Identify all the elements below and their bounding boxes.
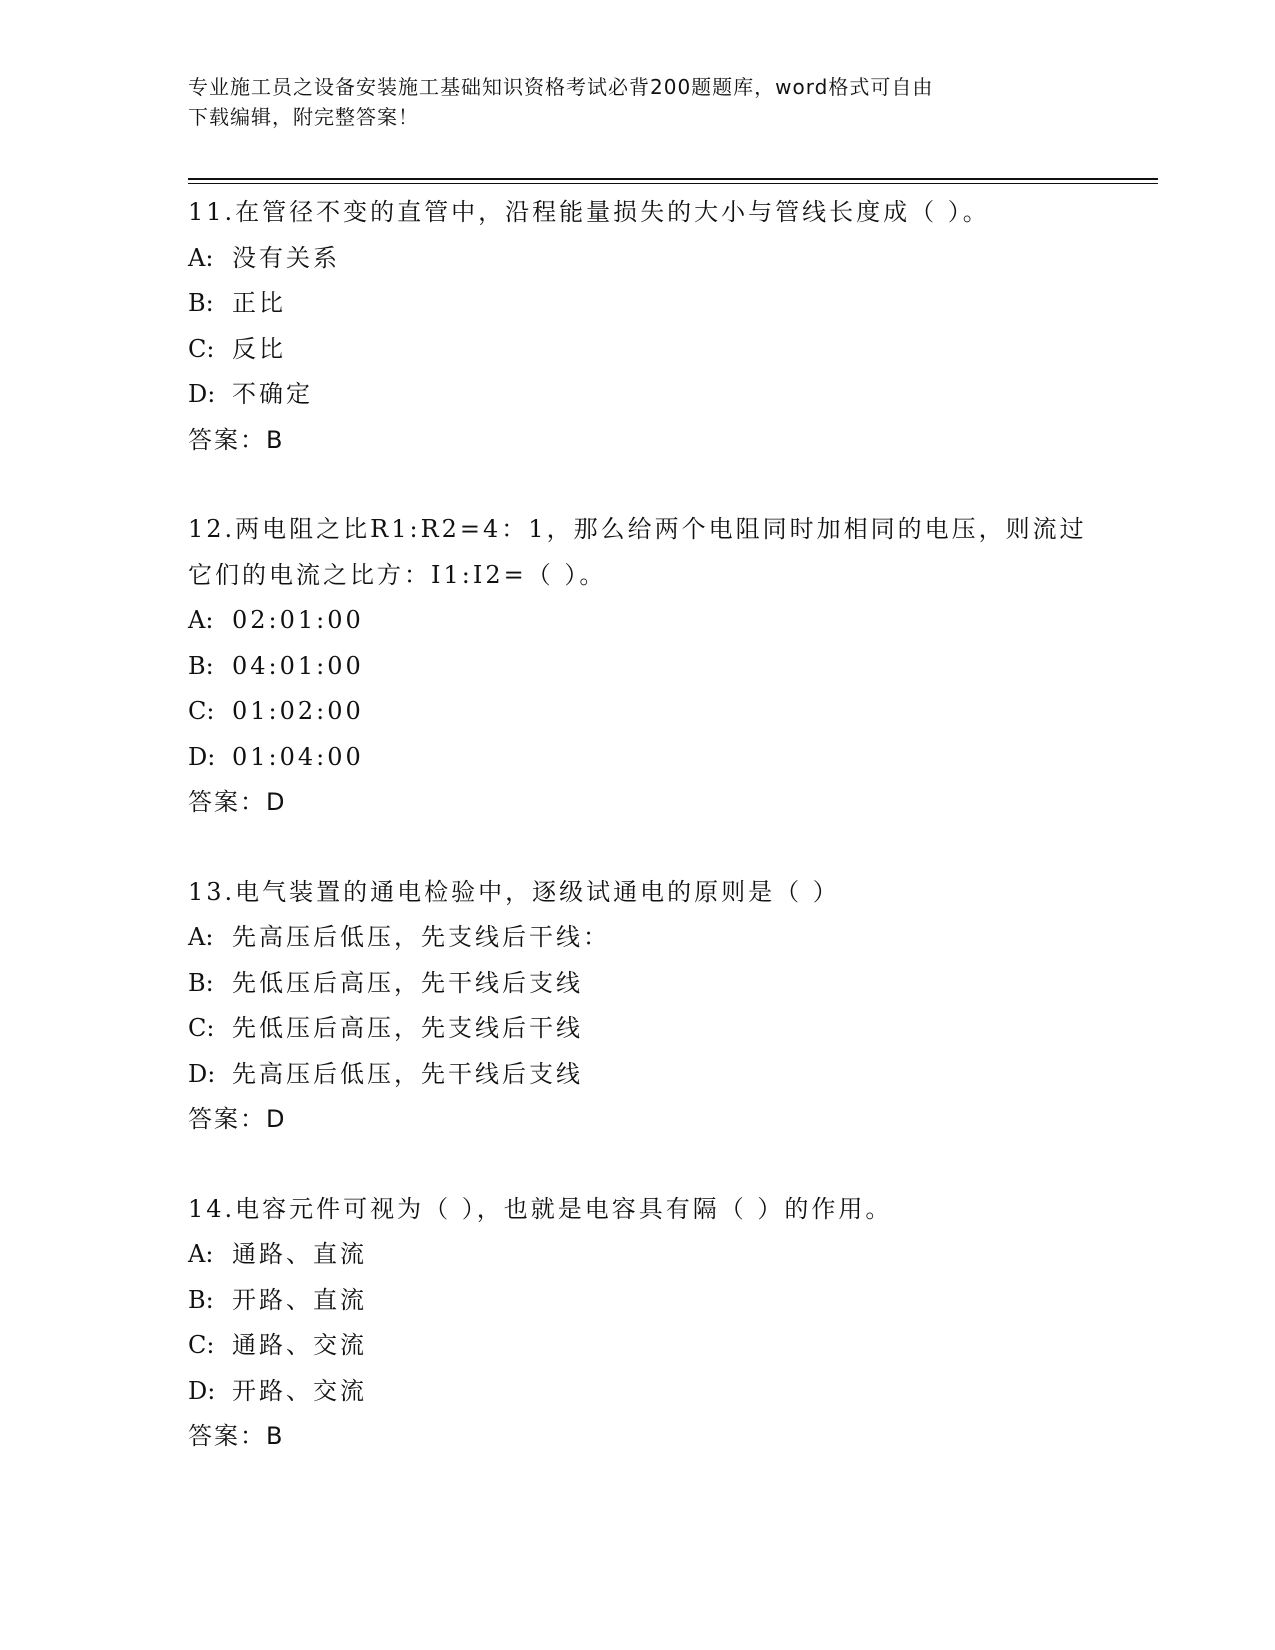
option-text: 没有关系: [232, 243, 340, 272]
option-letter: D:: [188, 742, 216, 771]
option-text: 不确定: [232, 380, 313, 408]
document-header: [188, 72, 1088, 132]
option-text: 先高压后低压，先干线后支线: [232, 1059, 583, 1088]
question-item: [188, 1187, 1088, 1460]
header-line-1: 专业施工员之设备安装施工基础知识资格考试必背200题题库，word格式可自由: [188, 75, 934, 99]
option-text: 正比: [232, 289, 286, 317]
option-letter: A:: [188, 606, 214, 634]
option-text: 通路、交流: [232, 1331, 367, 1359]
option-letter: D:: [188, 380, 216, 408]
option-a: [188, 236, 1088, 282]
option-b: [188, 644, 1088, 690]
option-letter: B:: [188, 968, 214, 997]
option-b: [188, 961, 1088, 1007]
option-d: [188, 1052, 1088, 1098]
answer-line: 答案：D: [188, 788, 287, 816]
option-letter: A:: [188, 1240, 214, 1268]
question-stem: 13.电气装置的通电检验中，逐级试通电的原则是（ ）: [188, 877, 840, 906]
option-a: [188, 1232, 1088, 1278]
option-c: [188, 1323, 1088, 1369]
question-item: [188, 190, 1088, 463]
option-letter: A:: [188, 243, 214, 272]
option-c: [188, 327, 1088, 373]
option-letter: A:: [188, 923, 214, 951]
option-d: [188, 372, 1088, 418]
question-item: [188, 870, 1088, 1143]
option-text: 通路、直流: [232, 1240, 367, 1268]
option-b: [188, 1278, 1088, 1324]
answer-line: 答案：D: [188, 1105, 287, 1133]
option-letter: D:: [188, 1376, 216, 1405]
option-text: 先高压后低压，先支线后干线：: [232, 923, 610, 951]
option-text: 01:02:00: [232, 697, 364, 725]
option-text: 先低压后高压，先干线后支线: [232, 968, 583, 997]
header-divider-thin: [188, 183, 1158, 184]
option-text: 先低压后高压，先支线后干线: [232, 1014, 583, 1042]
question-stem: 11.在管径不变的直管中，沿程能量损失的大小与管线长度成（ ）。: [188, 198, 990, 226]
option-text: 01:04:00: [232, 742, 364, 771]
option-d: [188, 1369, 1088, 1415]
question-stem: 12.两电阻之比R1:R2=4：1，那么给两个电阻同时加相同的电压，则流过它们的电流之比方：I1:I2=（ ）。: [188, 515, 1087, 589]
question-stem: 14.电容元件可视为（ ），也就是电容具有隔（ ）的作用。: [188, 1194, 893, 1223]
question-list: [188, 190, 1088, 1504]
option-b: [188, 281, 1088, 327]
option-letter: C:: [188, 1014, 215, 1042]
header-divider-thick: [188, 178, 1158, 180]
answer-line: 答案：B: [188, 425, 285, 454]
option-a: [188, 915, 1088, 961]
option-text: 02:01:00: [232, 606, 364, 634]
option-a: [188, 598, 1088, 644]
question-item: [188, 507, 1088, 826]
option-letter: C:: [188, 697, 215, 725]
option-letter: C:: [188, 1331, 215, 1359]
option-text: 开路、交流: [232, 1376, 367, 1405]
answer-line: 答案：B: [188, 1422, 285, 1450]
option-letter: D:: [188, 1059, 216, 1088]
option-c: [188, 689, 1088, 735]
option-letter: C:: [188, 334, 215, 363]
option-text: 开路、直流: [232, 1285, 367, 1314]
option-letter: B:: [188, 1285, 214, 1314]
option-d: [188, 735, 1088, 781]
header-line-2: 下载编辑，附完整答案！: [188, 105, 419, 129]
option-text: 04:01:00: [232, 651, 364, 680]
option-c: [188, 1006, 1088, 1052]
option-letter: B:: [188, 289, 214, 317]
option-letter: B:: [188, 651, 214, 680]
option-text: 反比: [232, 334, 286, 363]
